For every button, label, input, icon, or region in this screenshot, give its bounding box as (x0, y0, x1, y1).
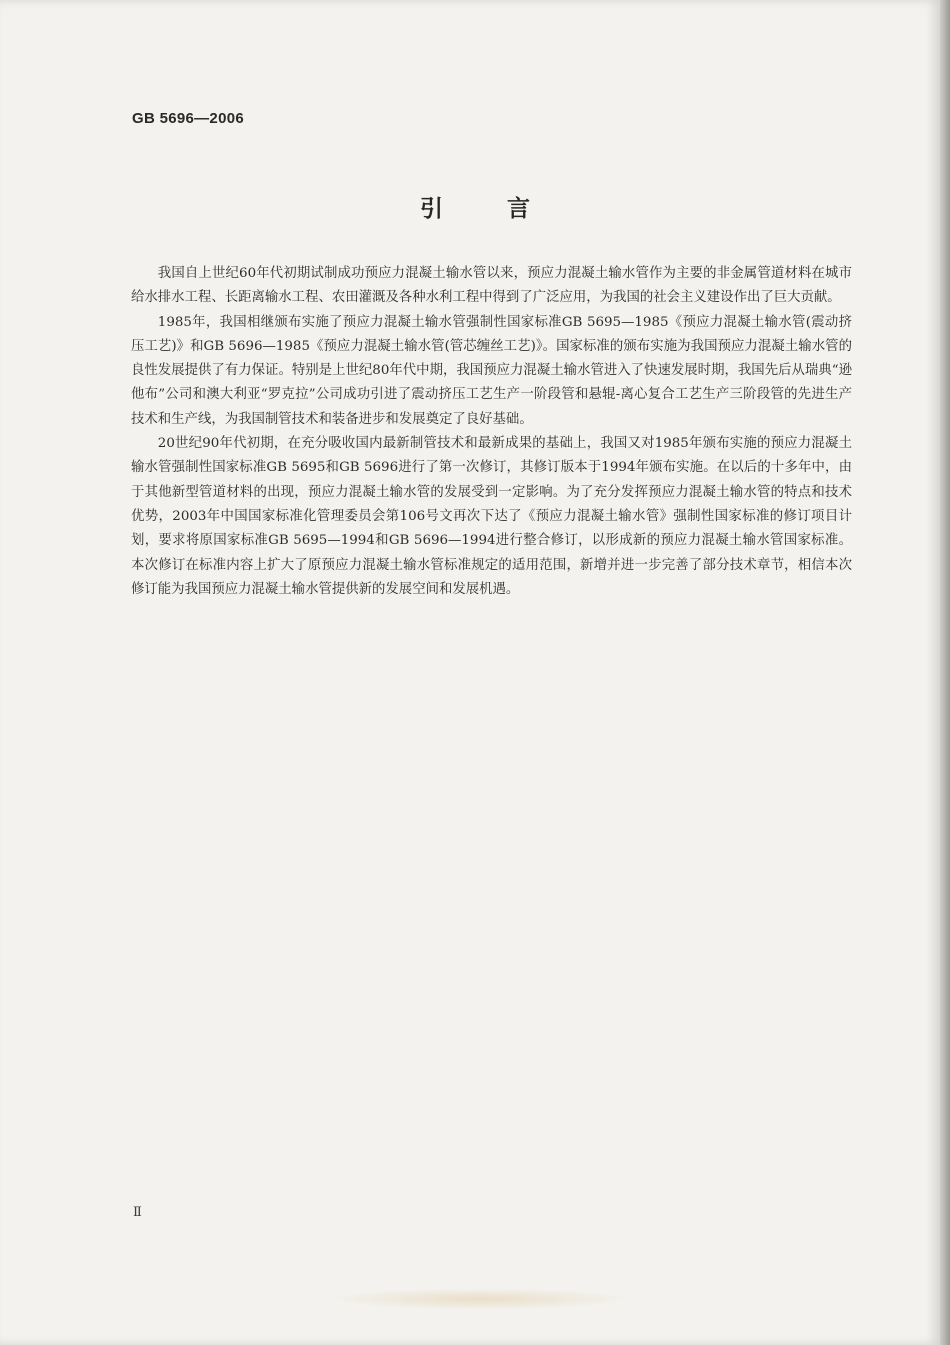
paragraph: 20世纪90年代初期，在充分吸收国内最新制管技术和最新成果的基础上，我国又对1985年颁布实施的预应力混凝土输水管强制性国家标准GB 5695和GB 5696进行了第一次修订，其修订版本于1994年颁布实施。在以后的十多年中，由于其他新型管道材料的出现，预应力混凝土输水管的发展受到一定影响。为了充分发挥预应力混凝土输水管的特点和技术优势，2003年中国国家标准化管理委员会第106号文再次下达了《预应力混凝土输水管》强制性国家标准的修订项目计划，要求将原国家标准GB 5695—1994和GB 5696—1994进行整合修订，以形成新的预应力混凝土输水管国家标准。本次修订在标准内容上扩大了原预应力混凝土输水管标准规定的适用范围，新增并进一步完善了部分技术章节，相信本次修订能为我国预应力混凝土输水管提供新的发展空间和发展机遇。 (131, 436, 852, 597)
scan-stain (330, 1288, 630, 1310)
page-title: 引 言 (419, 196, 558, 222)
page-edge-shadow (940, 0, 950, 1345)
paragraph: 我国自上世纪60年代初期试制成功预应力混凝土输水管以来，预应力混凝土输水管作为主要的非金属管道材料在城市给水排水工程、长距离输水工程、农田灌溉及各种水利工程中得到了广泛应用，为我国的社会主义建设作出了巨大贡献。 (131, 266, 852, 306)
body-text (131, 262, 852, 602)
paragraph: 1985年，我国相继颁布实施了预应力混凝土输水管强制性国家标准GB 5695—1985《预应力混凝土输水管(震动挤压工艺)》和GB 5696—1985《预应力混凝土输水管(管芯缠丝工艺)》。国家标准的颁布实施为我国预应力混凝土输水管的良性发展提供了有力保证。特别是上世纪80年代中期，我国预应力混凝土输水管进入了快速发展时期，我国先后从瑞典“逊他布”公司和澳大利亚“罗克拉”公司成功引进了震动挤压工艺生产一阶段管和悬辊-离心复合工艺生产三阶段管的先进生产技术和生产线，为我国制管技术和装备进步和发展奠定了良好基础。 (131, 314, 852, 427)
standard-number: GB 5696—2006 (132, 110, 245, 127)
page-number: Ⅱ (133, 1205, 142, 1220)
